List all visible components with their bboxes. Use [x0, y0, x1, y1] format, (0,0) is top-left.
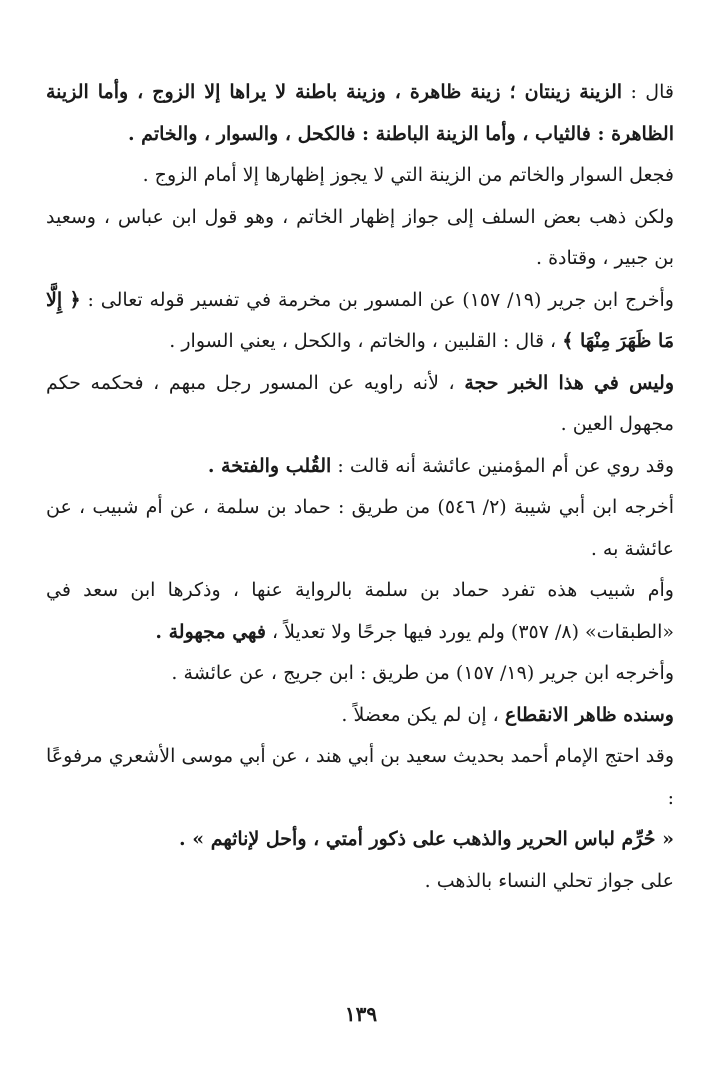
- paragraph-4-before: وأخرج ابن جرير (١٩/ ١٥٧) عن المسور بن مخرمة في تفسير قوله تعالى :: [80, 288, 674, 311]
- paragraph-3: ولكن ذهب بعض السلف إلى جواز إظهار الخاتم ، وهو قول ابن عباس ، وسعيد بن جبير ، وقتادة .: [46, 205, 674, 269]
- paragraph-9: وأخرجه ابن جرير (١٩/ ١٥٧) من طريق : ابن جريج ، عن عائشة .: [171, 662, 674, 684]
- paragraph-6-bold: القُلب والفتخة .: [207, 454, 332, 477]
- paragraph-1-lead: قال :: [622, 81, 674, 103]
- paragraph-2: فجعل السوار والخاتم من الزينة التي لا يجوز إظهارها إلا أمام الزوج .: [142, 164, 674, 186]
- paragraph-5-after: ، لأنه راويه عن المسور رجل مبهم ، فحكمه حكم مجهول العين .: [46, 371, 674, 435]
- page-number: ١٣٩: [344, 1002, 378, 1026]
- hadith-quote: « حُرِّم لباس الحرير والذهب على ذكور أمتي ، وأحل لإناثهم » .: [178, 828, 674, 850]
- paragraph-5-bold: وليس في هذا الخبر حجة: [464, 371, 674, 394]
- paragraph-1: [46, 72, 674, 155]
- paragraph-8-bold: فهي مجهولة .: [155, 620, 266, 643]
- paragraph-7: أخرجه ابن أبي شيبة (٢/ ٥٤٦) من طريق : حماد بن سلمة ، عن أم شبيب ، عن عائشة به .: [46, 496, 674, 560]
- paragraph-8: [46, 570, 674, 653]
- paragraph-6-before: وقد روي عن أم المؤمنين عائشة أنه قالت :: [331, 454, 674, 477]
- paragraph-10-after: ، إن لم يكن معضلاً .: [341, 703, 505, 726]
- paragraph-6: [46, 446, 674, 488]
- quran-verse: ﴿ إِلَّا مَا ظَهَرَ مِنْهَا ﴾: [46, 288, 674, 352]
- paragraph-10: [46, 695, 674, 737]
- paragraph-13: على جواز تحلي النساء بالذهب .: [424, 869, 674, 892]
- paragraph-4-after: ، قال : القلبين ، والخاتم ، والكحل ، يعني السوار .: [169, 330, 563, 352]
- paragraph-5: [46, 363, 674, 446]
- paragraph-4: [46, 280, 674, 363]
- paragraph-11: وقد احتج الإمام أحمد بحديث سعيد بن أبي هند ، عن أبي موسى الأشعري مرفوعًا :: [46, 745, 674, 809]
- paragraph-8-before: وأم شبيب هذه تفرد حماد بن سلمة بالرواية عنها ، وذكرها ابن سعد في «الطبقات» (٨/ ٣٥٧) ولم يورد فيها جرحًا ولا تعديلاً ،: [46, 579, 674, 643]
- page-body: [46, 72, 674, 902]
- paragraph-1-bold: الزينة زينتان ؛ زينة ظاهرة ، وزينة باطنة لا يراها إلا الزوج ، وأما الزينة الظاهرة : فالثياب ، وأما الزينة الباطنة : فالكحل ، والسوار ، والخاتم .: [46, 81, 674, 145]
- paragraph-10-bold: وسنده ظاهر الانقطاع: [504, 703, 674, 726]
